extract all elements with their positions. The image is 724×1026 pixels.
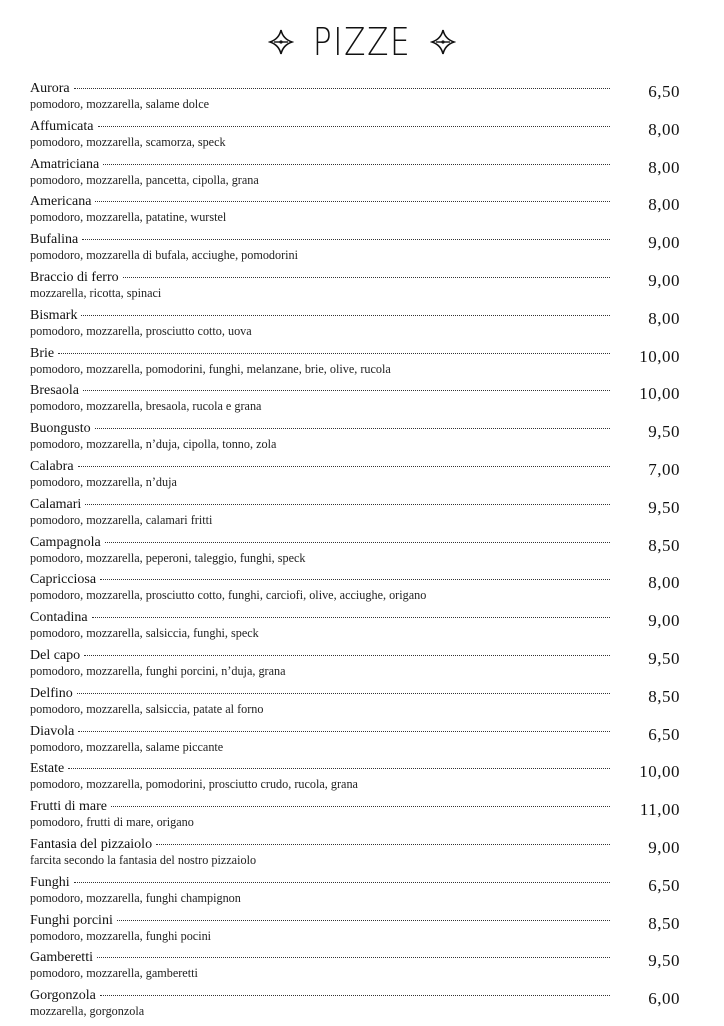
pizza-price: 6,50 [648, 724, 680, 744]
pizza-name: Calabra [30, 458, 74, 474]
pizza-price: 8,00 [648, 308, 680, 328]
dot-leader [95, 201, 610, 202]
pizza-price: 9,50 [648, 497, 680, 517]
menu-item [30, 950, 680, 988]
dot-leader [84, 655, 610, 656]
dot-leader [100, 579, 610, 580]
dot-leader [105, 542, 610, 543]
menu-item [30, 421, 680, 459]
fleuron-right-icon [430, 27, 456, 57]
pizza-ingredients: pomodoro, mozzarella, n’duja, cipolla, tonno, zola [30, 437, 277, 452]
pizza-price: 8,50 [648, 535, 680, 555]
pizza-price: 6,50 [648, 82, 680, 101]
pizza-menu-list [30, 81, 680, 1026]
menu-item [30, 459, 680, 497]
pizza-name: Diavola [30, 723, 75, 739]
pizza-name: Contadina [30, 610, 88, 626]
pizza-ingredients: pomodoro, mozzarella, peperoni, taleggio, funghi, speck [30, 550, 306, 565]
menu-item [30, 308, 680, 346]
menu-item [30, 157, 680, 195]
menu-item [30, 497, 680, 535]
pizza-name: Gorgonzola [30, 988, 96, 1004]
pizza-name: Buongusto [30, 421, 91, 437]
pizza-ingredients: pomodoro, mozzarella, funghi champignon [30, 890, 241, 905]
pizza-price: 8,50 [648, 913, 680, 933]
pizza-name: Frutti di mare [30, 799, 107, 815]
pizza-ingredients: farcita secondo la fantasia del nostro pizzaiolo [30, 852, 257, 867]
pizza-price: 8,50 [648, 686, 680, 706]
menu-item-row [30, 913, 618, 929]
dot-leader [103, 164, 610, 165]
menu-item [30, 837, 680, 875]
pizza-ingredients: pomodoro, mozzarella, scamorza, speck [30, 134, 226, 149]
pizza-ingredients: pomodoro, mozzarella, prosciutto cotto, uova [30, 323, 252, 338]
menu-item [30, 875, 680, 913]
pizza-name: Braccio di ferro [30, 269, 119, 285]
menu-item [30, 913, 680, 951]
dot-leader [81, 315, 610, 316]
pizza-name: Delfino [30, 685, 73, 701]
pizza-price: 11,00 [639, 800, 680, 820]
pizza-name: Estate [30, 761, 65, 777]
menu-item-row [30, 459, 618, 475]
pizza-name: Brie [30, 345, 55, 361]
dot-leader [156, 844, 610, 845]
menu-item-row [30, 610, 618, 626]
pizza-ingredients: pomodoro, mozzarella, funghi pocini [30, 928, 212, 943]
menu-item [30, 724, 680, 762]
dot-leader [92, 617, 610, 618]
fleuron-left-icon [268, 27, 294, 57]
pizza-price: 9,50 [648, 648, 680, 668]
menu-item [30, 610, 680, 648]
pizza-price: 8,00 [648, 195, 680, 215]
menu-item [30, 648, 680, 686]
pizza-name: Campagnola [30, 534, 101, 550]
pizza-ingredients: mozzarella, gorgonzola [30, 1004, 145, 1019]
menu-item [30, 535, 680, 573]
dot-leader [85, 504, 610, 505]
menu-item-row [30, 535, 618, 551]
menu-item [30, 988, 680, 1026]
pizza-price: 6,50 [648, 875, 680, 895]
menu-item-row [30, 308, 618, 324]
page-header [0, 14, 724, 70]
menu-item [30, 686, 680, 724]
dot-leader [77, 693, 610, 694]
pizza-price: 9,00 [648, 837, 680, 857]
pizza-name: Amatriciana [30, 156, 100, 172]
pizza-ingredients: pomodoro, mozzarella, calamari fritti [30, 512, 213, 527]
menu-item-row [30, 157, 618, 173]
pizza-ingredients: pomodoro, mozzarella di bufala, acciughe, pomodorini [30, 248, 299, 263]
page-title: PIZZE [312, 20, 412, 64]
pizza-price: 9,50 [648, 422, 680, 442]
pizza-price: 7,00 [648, 459, 680, 479]
dot-leader [123, 277, 610, 278]
dot-leader [95, 428, 610, 429]
pizza-name: Bresaola [30, 383, 79, 399]
pizza-ingredients: pomodoro, mozzarella, n’duja [30, 474, 177, 489]
menu-item-row [30, 648, 618, 664]
menu-item-row [30, 346, 618, 362]
dot-leader [111, 806, 610, 807]
menu-item-row [30, 799, 618, 815]
pizza-price: 8,00 [648, 573, 680, 593]
pizza-ingredients: pomodoro, mozzarella, salame piccante [30, 739, 224, 754]
dot-leader [74, 882, 610, 883]
pizza-ingredients: pomodoro, mozzarella, pomodorini, prosciutto crudo, rucola, grana [30, 777, 358, 792]
dot-leader [83, 390, 610, 391]
menu-item [30, 572, 680, 610]
pizza-price: 10,00 [639, 384, 680, 404]
pizza-price: 9,00 [648, 611, 680, 631]
menu-item [30, 383, 680, 421]
menu-item-row [30, 875, 618, 891]
menu-item-row [30, 686, 618, 702]
pizza-name: Aurora [30, 81, 70, 96]
pizza-name: Calamari [30, 496, 82, 512]
menu-item [30, 761, 680, 799]
menu-item-row [30, 232, 618, 248]
pizza-price: 10,00 [639, 762, 680, 782]
menu-item-row [30, 270, 618, 286]
pizza-ingredients: pomodoro, mozzarella, salame dolce [30, 97, 210, 111]
menu-item-row [30, 572, 618, 588]
menu-item-row [30, 497, 618, 513]
dot-leader [78, 731, 610, 732]
pizza-ingredients: pomodoro, mozzarella, funghi porcini, n’duja, grana [30, 663, 286, 678]
menu-item-row [30, 837, 618, 853]
pizza-price: 8,00 [648, 157, 680, 177]
menu-item [30, 81, 680, 119]
pizza-ingredients: pomodoro, mozzarella, salsiccia, funghi, speck [30, 626, 259, 641]
pizza-ingredients: mozzarella, ricotta, spinaci [30, 285, 162, 300]
menu-item-row [30, 421, 618, 437]
menu-item [30, 799, 680, 837]
menu-item [30, 119, 680, 157]
menu-item [30, 270, 680, 308]
pizza-name: Affumicata [30, 118, 94, 134]
dot-leader [98, 126, 611, 127]
pizza-ingredients: pomodoro, mozzarella, salsiccia, patate al forno [30, 701, 264, 716]
pizza-name: Del capo [30, 647, 81, 663]
dot-leader [68, 768, 610, 769]
pizza-name: Funghi [30, 874, 70, 890]
dot-leader [78, 466, 610, 467]
menu-item-row [30, 988, 618, 1004]
menu-item-row [30, 81, 618, 97]
pizza-name: Bufalina [30, 232, 79, 248]
menu-item-row [30, 119, 618, 135]
pizza-ingredients: pomodoro, mozzarella, gamberetti [30, 966, 198, 981]
pizza-price: 9,00 [648, 270, 680, 290]
dot-leader [74, 88, 610, 89]
pizza-name: Fantasia del pizzaiolo [30, 836, 153, 852]
pizza-price: 10,00 [639, 346, 680, 366]
pizza-name: Bismark [30, 307, 78, 323]
menu-item [30, 194, 680, 232]
dot-leader [97, 957, 610, 958]
pizza-ingredients: pomodoro, mozzarella, pomodorini, funghi, melanzane, brie, olive, rucola [30, 361, 391, 376]
dot-leader [58, 353, 610, 354]
pizza-ingredients: pomodoro, mozzarella, prosciutto cotto, funghi, carciofi, olive, acciughe, origano [30, 588, 427, 603]
menu-item-row [30, 194, 618, 210]
menu-item [30, 232, 680, 270]
menu-item [30, 346, 680, 384]
pizza-name: Funghi porcini [30, 912, 113, 928]
menu-item-row [30, 761, 618, 777]
pizza-name: Gamberetti [30, 950, 93, 966]
pizza-price: 8,00 [648, 119, 680, 139]
pizza-name: Americana [30, 194, 92, 210]
pizza-ingredients: pomodoro, mozzarella, pancetta, cipolla, grana [30, 172, 259, 187]
menu-item-row [30, 950, 618, 966]
pizza-ingredients: pomodoro, mozzarella, bresaola, rucola e grana [30, 399, 262, 414]
dot-leader [82, 239, 610, 240]
pizza-price: 9,00 [648, 233, 680, 253]
pizza-name: Capricciosa [30, 572, 97, 588]
pizza-ingredients: pomodoro, mozzarella, patatine, wurstel [30, 210, 227, 225]
pizza-price: 9,50 [648, 951, 680, 971]
menu-item-row [30, 724, 618, 740]
dot-leader [117, 920, 610, 921]
dot-leader [100, 995, 610, 996]
menu-item-row [30, 383, 618, 399]
pizza-ingredients: pomodoro, frutti di mare, origano [30, 815, 194, 830]
pizza-price: 6,00 [648, 989, 680, 1009]
